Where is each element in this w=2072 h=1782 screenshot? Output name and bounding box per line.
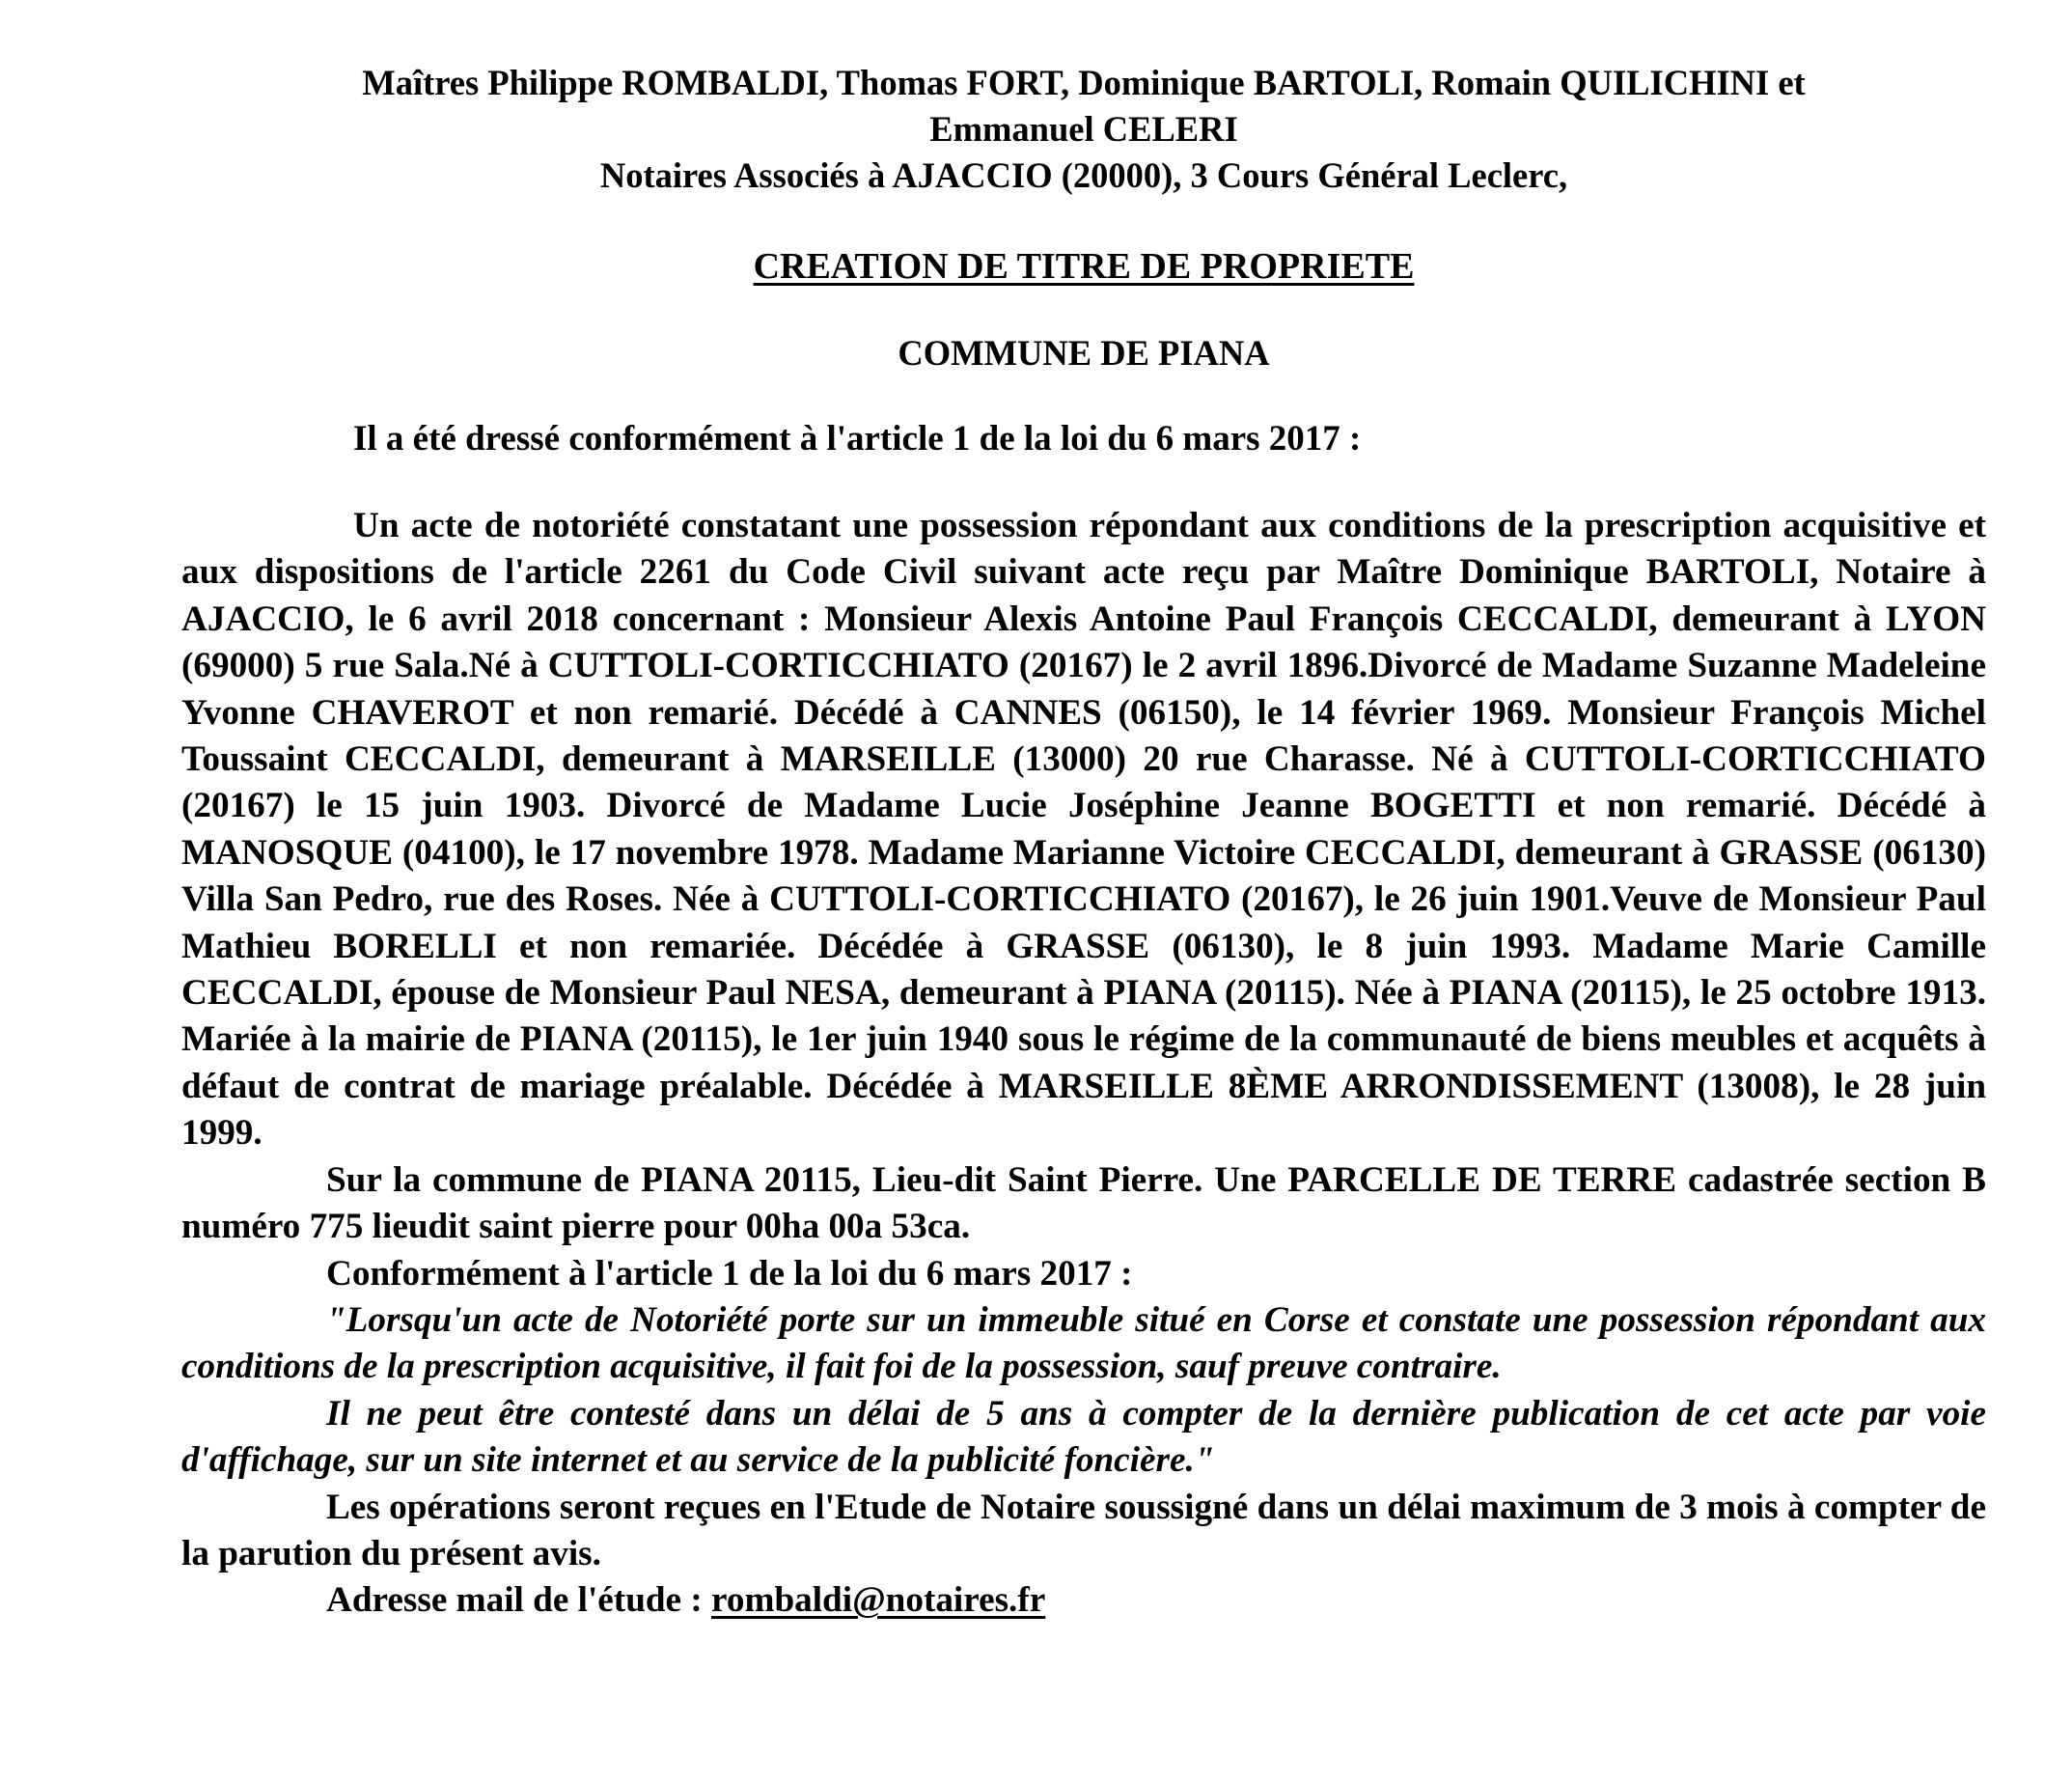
notice-title [181,243,1986,290]
law-quote-paragraph-2: Il ne peut être contesté dans un délai de 5 ans à compter de la dernière publication de cet acte par voie d'affichage, sur un site internet et au service de la publicité foncière." [181,1393,1986,1481]
header-line-2: Emmanuel CELERI [929,109,1238,149]
intro-line: Il a été dressé conformément à l'article 1 de la loi du 6 mars 2017 : [353,419,1362,459]
email-label: Adresse mail de l'étude : [326,1580,712,1621]
law-quote-paragraph-1: "Lorsqu'un acte de Notoriété porte sur un immeuble situé en Corse et constate une possession répondant aux conditions de la prescription acquisitive, il fait foi de la possession, sauf preuve contraire. [181,1299,1986,1387]
parcelle-paragraph: Sur la commune de PIANA 20115, Lieu-dit Saint Pierre. Une PARCELLE DE TERRE cadastrée section B numéro 775 lieudit saint pierre pour 00ha 00a 53ca. [181,1159,1986,1247]
email-line [181,1577,1986,1624]
email-link[interactable]: rombaldi@notaires.fr [711,1580,1046,1621]
header-line-3: Notaires Associés à AJACCIO (20000), 3 Cours Général Leclerc, [599,155,1568,195]
acte-paragraph: Un acte de notoriété constatant une possession répondant aux conditions de la prescription acquisitive et aux dispositions de l'article 2261 du Code Civil suivant acte reçu par Maître Dominique BARTOLI, Notaire à AJACCIO, le 6 avril 2018 concernant : Monsieur Alexis Antoine Paul François CECCALDI, demeurant à LYON (69000) 5 rue Sala.Né à CUTTOLI-CORTICCHIATO (20167) le 2 avril 1896.Divorcé de Madame Suzanne Madeleine Yvonne CHAVEROT et non remarié. Décédé à CANNES (06150), le 14 février 1969. Monsieur François Michel Toussaint CECCALDI, demeurant à MARSEILLE (13000) 20 rue Charasse. Né à CUTTOLI-CORTICCHIATO (20167) le 15 juin 1903. Divorcé de Madame Lucie Joséphine Jeanne BOGETTI et non remarié. Décédé à MANOSQUE (04100), le 17 novembre 1978. Madame Marianne Victoire CECCALDI, demeurant à GRASSE (06130) Villa San Pedro, rue des Roses. Née à CUTTOLI-CORTICCHIATO (20167), le 26 juin 1901.Veuve de Monsieur Paul Mathieu BORELLI et non remariée. Décédée à GRASSE (06130), le 8 juin 1993. Madame Marie Camille CECCALDI, épouse de Monsieur Paul NESA, demeurant à PIANA (20115). Née à PIANA (20115), le 25 octobre 1913. Mariée à la mairie de PIANA (20115), le 1er juin 1940 sous le régime de la communauté de biens meubles et acquêts à défaut de contrat de mariage préalable. Décédée à MARSEILLE 8ÈME ARRONDISSEMENT (13008), le 28 juin 1999. [181,506,1986,1154]
notice-body [181,503,1986,1625]
header-line-1: Maîtres Philippe ROMBALDI, Thomas FORT, Dominique BARTOLI, Romain QUILICHINI et [362,63,1806,102]
operations-paragraph: Les opérations seront reçues en l'Etude de Notaire soussigné dans un délai maximum de 3 mois à compter de la parution du présent avis. [181,1487,1986,1573]
conformement-paragraph: Conformément à l'article 1 de la loi du 6 mars 2017 : [326,1253,1133,1294]
commune-heading: COMMUNE DE PIANA [898,333,1270,373]
notice-title-text: CREATION DE TITRE DE PROPRIETE [753,246,1415,287]
notice-page [181,0,1986,1782]
notaries-header [181,60,1986,199]
